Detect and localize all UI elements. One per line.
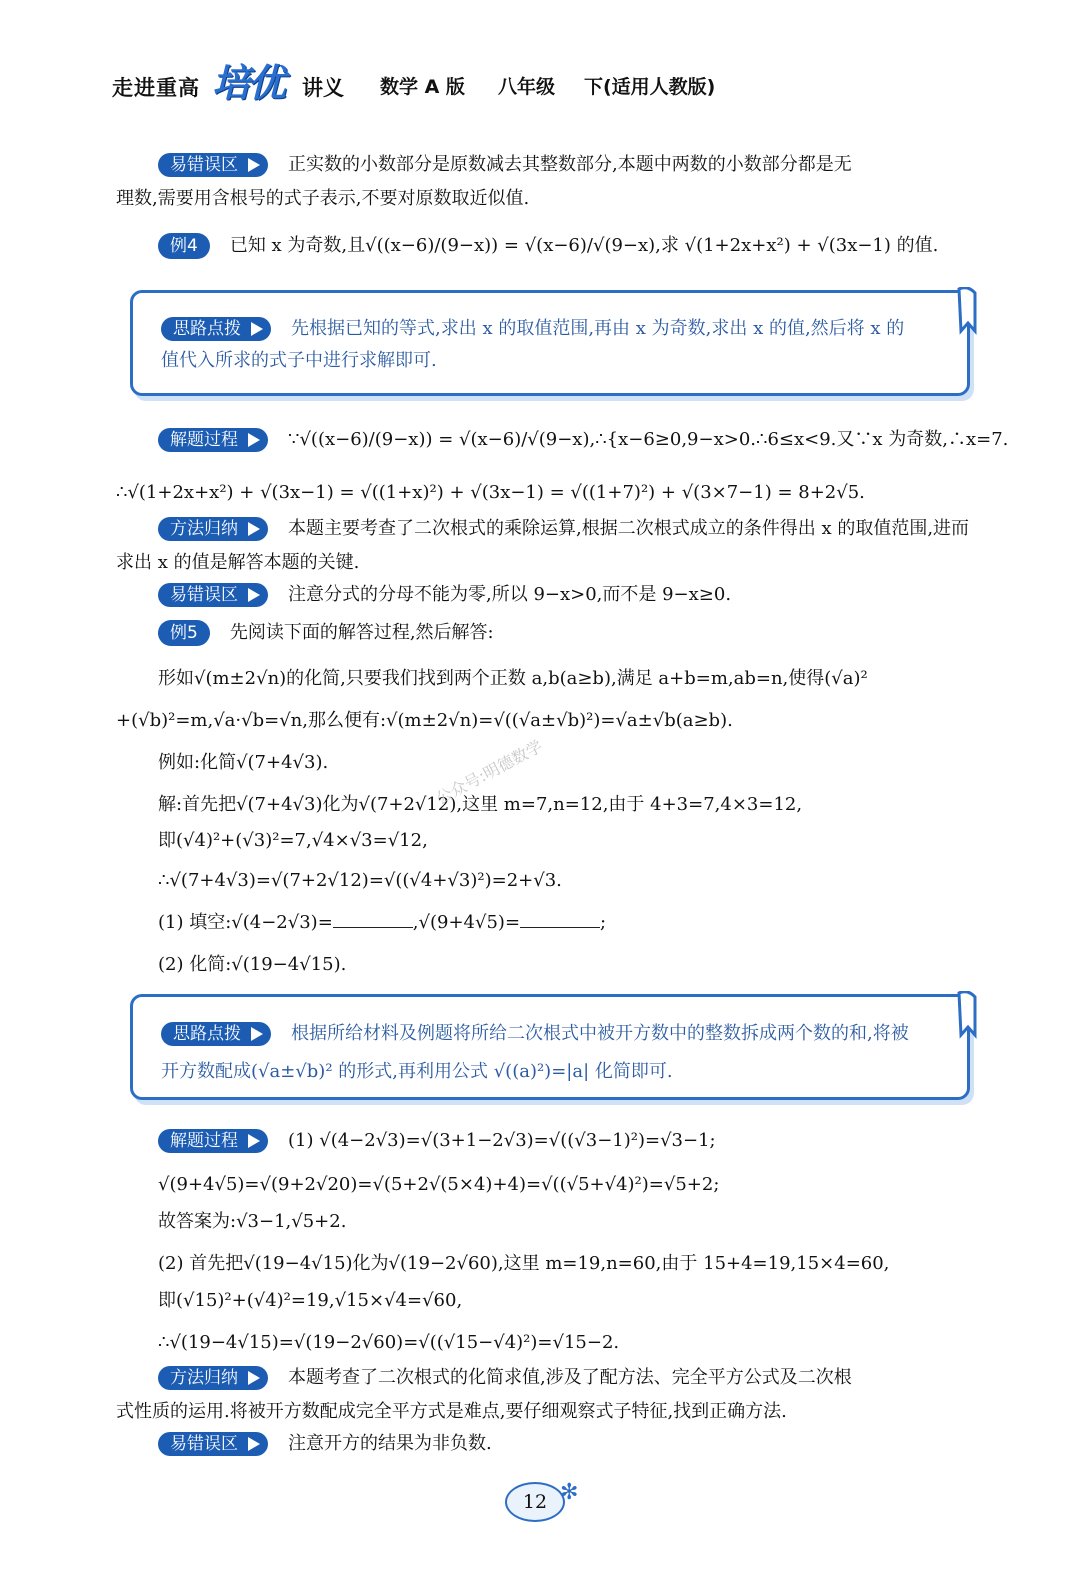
ex5-para-4: 解:首先把√(7+4√3)化为√(7+2√12),这里 m=7,n=12,由于 4+3=7,4×3=12, (158, 794, 803, 815)
page-header (112, 48, 972, 108)
solution-5-line5: 即(√15)²+(√4)²=19,√15×√4=√60, (158, 1290, 463, 1311)
subject-label: 数学 A 版 (380, 76, 465, 98)
ex5-question-1: (1) 填空:√(4−2√3)= ,√(9+4√5)= ; (158, 908, 978, 938)
ex5-para-1: 形如√(m±2√n)的化简,只要我们找到两个正数 a,b(a≥b),满足 a+b=m,ab=n,使得(√a)² (158, 668, 868, 689)
method-5-cont: 式性质的运用.将被开方数配成完全平方式是难点,要仔细观察式子特征,找到正确方法. (116, 1401, 787, 1422)
tag-example-5: 例5 (158, 620, 210, 646)
tag-example-4: 例4 (158, 233, 210, 259)
snowflake-icon: ✻ (560, 1480, 579, 1505)
solution-5-line4: (2) 首先把√(19−4√15)化为√(19−2√60),这里 m=19,n=60,由于 15+4=19,15×4=60, (158, 1253, 890, 1274)
hint-5: 思路点拨 根据所给材料及例题将所给二次根式中被开方数中的整数拆成两个数的和,将被开方数配成(√a±√b)² 的形式,再利用公式 √((a)²)=|a| 化简即可. (161, 1023, 909, 1082)
ex5-para-2: +(√b)²=m,√a·√b=√n,那么便有:√(m±2√n)=√((√a±√b)²)=√a±√b(a≥b). (116, 710, 733, 731)
solution-4-line2: ∴√(1+2x+x²) + √(3x−1) = √((1+x)²) + √(3x−1) = √((1+7)²) + √(3×7−1) = 8+2√5. (116, 482, 865, 503)
answer-blank-2[interactable] (520, 909, 600, 928)
tag-error: 易错误区 (158, 583, 268, 607)
peiyou-logo: 培优 (212, 61, 285, 105)
book-title: 走进重高 (112, 76, 200, 100)
tag-solution: 解题过程 (158, 428, 268, 452)
jiangyi-label: 讲义 (302, 76, 344, 100)
hint-box-4 (130, 290, 970, 396)
grade-label: 八年级 (498, 76, 556, 98)
ex5-question-2: (2) 化简:√(19−4√15). (158, 954, 347, 975)
error-note-1: 易错误区 正实数的小数部分是原数减去其整数部分,本题中两数的小数部分都是无 (158, 150, 978, 180)
tag-solution: 解题过程 (158, 1129, 268, 1153)
ex5-para-6: ∴√(7+4√3)=√(7+2√12)=√((√4+√3)²)=2+√3. (158, 870, 562, 891)
watermark: 公众号:明德数学 (432, 736, 546, 809)
method-4: 方法归纳 本题主要考查了二次根式的乘除运算,根据二次根式成立的条件得出 x 的取值范围,进而求出 x 的值是解答本题的关键. (116, 518, 970, 573)
example-5-intro: 先阅读下面的解答过程,然后解答: (229, 622, 494, 643)
solution-5-line6: ∴√(19−4√15)=√(19−2√60)=√((√15−√4)²)=√15−2. (158, 1332, 620, 1353)
solution-4-line1: 解题过程 ∵√((x−6)/(9−x)) = √(x−6)/√(9−x),∴{x−6≥0,9−x>0.∴6≤x<9.又∵x 为奇数,∴x=7. (158, 425, 978, 455)
answer-blank-1[interactable] (333, 909, 413, 928)
method-5: 方法归纳 本题考查了二次根式的化简求值,涉及了配方法、完全平方公式及二次根 (158, 1363, 978, 1393)
bookmark-icon (955, 991, 981, 1041)
tag-hint: 思路点拨 (161, 317, 271, 341)
tag-method: 方法归纳 (158, 1366, 268, 1390)
tag-method: 方法归纳 (158, 517, 268, 541)
error-note-1-cont: 理数,需要用含根号的式子表示,不要对原数取近似值. (116, 188, 530, 209)
ex5-para-3: 例如:化简√(7+4√3). (158, 752, 329, 773)
example-4 (158, 231, 978, 261)
page-number: 12 (505, 1482, 565, 1522)
hint-4: 思路点拨 先根据已知的等式,求出 x 的取值范围,再由 x 为奇数,求出 x 的值,然后将 x 的值代入所求的式子中进行求解即可. (161, 318, 905, 371)
ex5-para-5: 即(√4)²+(√3)²=7,√4×√3=√12, (158, 830, 428, 851)
hint-box-5 (130, 994, 970, 1100)
solution-5-line3: 故答案为:√3−1,√5+2. (158, 1211, 347, 1232)
bookmark-icon (955, 287, 981, 337)
example-5 (158, 618, 978, 648)
solution-5-line1: 解题过程 (1) √(4−2√3)=√(3+1−2√3)=√((√3−1)²)=√3−1; (158, 1126, 978, 1156)
solution-5-line2: √(9+4√5)=√(9+2√20)=√(5+2√(5×4)+4)=√((√5+√4)²)=√5+2; (158, 1174, 720, 1195)
tag-hint: 思路点拨 (161, 1022, 271, 1046)
tag-error: 易错误区 (158, 1432, 268, 1456)
tag-error: 易错误区 (158, 153, 268, 177)
error-note-5: 易错误区 注意开方的结果为非负数. (158, 1429, 978, 1459)
example-4-question: 已知 x 为奇数,且√((x−6)/(9−x)) = √(x−6)/√(9−x),求 √(1+2x+x²) + √(3x−1) 的值. (229, 235, 939, 256)
error-note-4: 易错误区 注意分式的分母不能为零,所以 9−x>0,而不是 9−x≥0. (158, 580, 978, 610)
edition-label: 下(适用人教版) (584, 76, 716, 98)
